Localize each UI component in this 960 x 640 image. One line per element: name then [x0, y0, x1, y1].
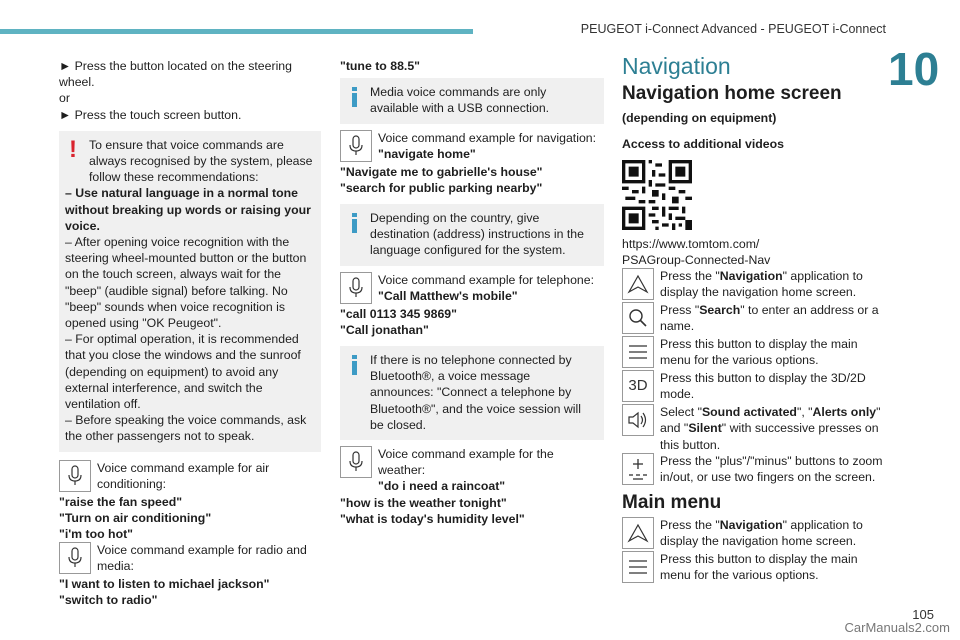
weather-cmd-2: "how is the weather tonight" [340, 495, 507, 510]
nav-cmd-1: "navigate home" [378, 146, 476, 161]
microphone-icon [340, 446, 372, 478]
nav-app-row [622, 268, 884, 302]
header-accent-bar [0, 29, 473, 34]
nav-lead: Voice command example for navigation: [378, 130, 597, 145]
qr-code-icon [622, 160, 692, 230]
equipment-note: (depending on equipment) [622, 111, 777, 126]
running-header: PEUGEOT i-Connect Advanced - PEUGEOT i-Connect [580, 22, 886, 36]
warning-lead: To ensure that voice commands are always recognised by the system, please follow these recommendations: [89, 137, 313, 185]
sound-row [622, 404, 884, 453]
3d-mode-icon: 3D [622, 370, 654, 402]
weather-example [340, 446, 604, 495]
radio-example [59, 542, 321, 576]
3d-text: Press this button to display the 3D/2D mode. [660, 371, 866, 402]
search-text: Press "Search" to enter an address or a name. [660, 303, 879, 334]
nav-cmd-3: "search for public parking nearby" [340, 180, 543, 195]
air-lead: Voice command example for air conditioning: [97, 460, 270, 491]
nav-app-text: Press the "Navigation" application to display the navigation home screen. [660, 269, 863, 300]
main-nav-text: Press the "Navigation" application to display the navigation home screen. [660, 518, 863, 549]
warning-bullet-2: – After opening voice recognition with the steering wheel-mounted button or the button on the touch screen, always wait for the "beep" (audible signal) before talking. No "beep" sounds when voice recognition is opened using "OK Peugeot". [65, 235, 307, 331]
zoom-plus-minus-icon [622, 453, 654, 485]
url-line-2[interactable]: PSAGroup-Connected-Nav [622, 253, 771, 268]
info-2-text: Depending on the country, give destination (address) instructions in the language configured for the system. [370, 211, 584, 258]
weather-lead: Voice command example for the weather: [378, 447, 554, 478]
tel-cmd-1: "Call Matthew's mobile" [378, 288, 518, 303]
radio-lead: Voice command example for radio and media: [97, 543, 307, 574]
microphone-icon [59, 542, 91, 574]
radio-cmd-1: "I want to listen to michael jackson" [59, 577, 270, 592]
url-line-1[interactable]: https://www.tomtom.com/ [622, 236, 760, 251]
column-1 [59, 58, 321, 609]
weather-cmd-3: "what is today's humidity level" [340, 511, 525, 526]
3d-row [622, 370, 884, 404]
microphone-icon [340, 130, 372, 162]
section-title: Navigation [622, 53, 731, 79]
main-menu-row [622, 551, 884, 585]
info-1-text: Media voice commands are only available with a USB connection. [370, 85, 550, 116]
main-nav-row [622, 517, 884, 551]
info-3-text: If there is no telephone connected by Bluetooth®, a voice message announces: "Connect a telephone by Bluetooth®", and the voice session will be closed. [370, 353, 581, 432]
air-cmd-1: "raise the fan speed" [59, 494, 183, 509]
column-2 [340, 58, 604, 527]
column-3 [622, 53, 884, 585]
tel-example [340, 272, 604, 306]
heading-main-menu: Main menu [622, 491, 722, 513]
nav-example [340, 130, 604, 164]
watermark: CarManuals2.com [844, 620, 950, 635]
warning-bullet-3: – For optimal operation, it is recommended that you close the windows and the sunroof (depending on equipment) to avoid any external interference, and switch the ventilation off. [65, 332, 301, 412]
info-icon [350, 355, 359, 375]
chapter-number: 10 [888, 43, 940, 95]
menu-icon [622, 551, 654, 583]
info-icon [350, 213, 359, 233]
radio-cmd-2: "switch to radio" [59, 593, 158, 608]
tel-lead: Voice command example for telephone: [378, 272, 595, 287]
warning-icon: ! [69, 135, 77, 163]
search-icon [622, 302, 654, 334]
microphone-icon [59, 460, 91, 492]
warning-bullet-1: – Use natural language in a normal tone without breaking up words or raising your voice. [65, 186, 311, 233]
air-cmd-2: "Turn on air conditioning" [59, 510, 212, 525]
page-number: 105 [912, 607, 934, 622]
heading-home-screen: Navigation home screen [622, 83, 842, 105]
menu-row [622, 336, 884, 370]
sound-text: Select "Sound activated", "Alerts only" and "Silent" with successive presses on this button. [660, 405, 881, 452]
videos-label: Access to additional videos [622, 136, 784, 151]
zoom-row [622, 453, 884, 487]
step-press-touch: ► Press the touch screen button. [59, 107, 242, 122]
tel-cmd-2: "call 0113 345 9869" [340, 306, 457, 321]
or-text: or [59, 91, 70, 106]
navigation-arrow-icon [622, 268, 654, 300]
navigation-arrow-icon [622, 517, 654, 549]
info-box-3 [340, 346, 604, 440]
air-example [59, 460, 321, 494]
info-box-1 [340, 78, 604, 123]
menu-icon [622, 336, 654, 368]
info-box-2 [340, 204, 604, 266]
info-icon [350, 87, 359, 107]
step-press-steering: ► Press the button located on the steering wheel. [59, 59, 292, 90]
radio-cmd-3: "tune to 88.5" [340, 59, 420, 73]
nav-cmd-2: "Navigate me to gabrielle's house" [340, 164, 543, 179]
weather-cmd-1: "do i need a raincoat" [378, 479, 506, 494]
speaker-icon [622, 404, 654, 436]
zoom-text: Press the "plus"/"minus" buttons to zoom in/out, or use two fingers on the screen. [660, 453, 883, 485]
tel-cmd-3: "Call jonathan" [340, 322, 429, 337]
warning-bullet-4: – Before speaking the voice commands, ask the other passengers not to speak. [65, 413, 307, 444]
search-row [622, 302, 884, 336]
air-cmd-3: "i'm too hot" [59, 527, 134, 542]
microphone-icon [340, 272, 372, 304]
warning-box [59, 131, 321, 452]
menu-text: Press this button to display the main menu for the various options. [660, 337, 858, 368]
main-menu-text: Press this button to display the main menu for the various options. [660, 552, 858, 583]
